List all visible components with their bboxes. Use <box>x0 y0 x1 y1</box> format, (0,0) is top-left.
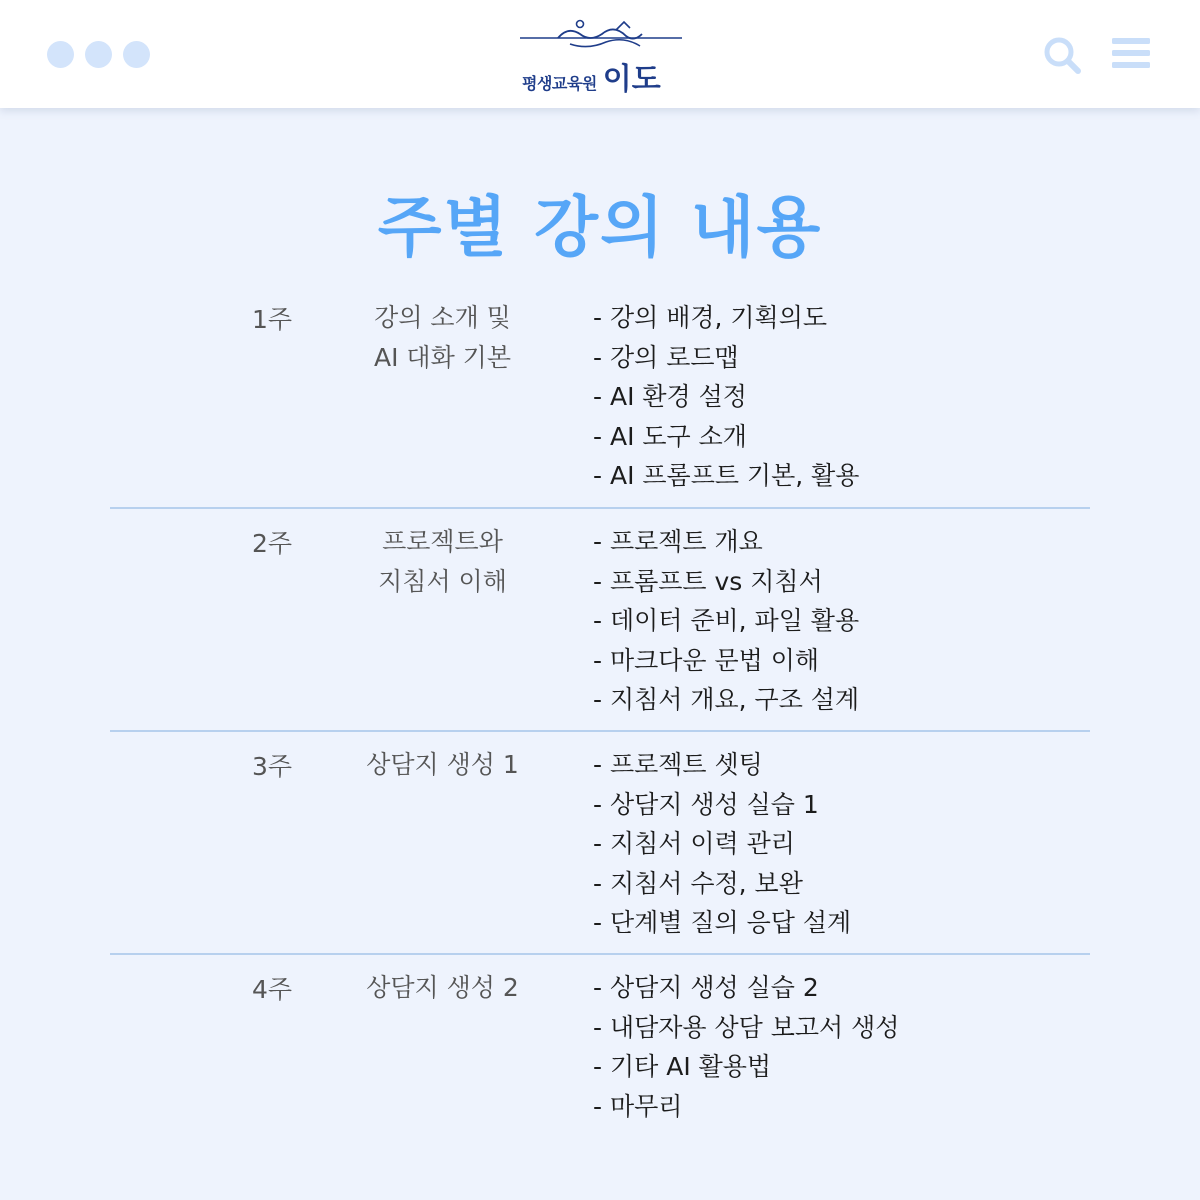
week-label: 4주 <box>252 975 293 1004</box>
week-topic <box>350 298 535 378</box>
list-item: - 프로젝트 셋팅 <box>593 750 763 779</box>
search-icon[interactable] <box>1042 35 1082 79</box>
window-dot-1 <box>47 41 74 68</box>
week-label: 1주 <box>252 305 293 334</box>
row-divider <box>110 730 1090 732</box>
topic-line: 프로젝트와 <box>382 527 503 556</box>
row-divider <box>110 953 1090 955</box>
list-item: - 상담지 생성 실습 2 <box>593 973 819 1002</box>
list-item: - 기타 AI 활용법 <box>593 1052 772 1082</box>
topic-line: AI 대화 기본 <box>374 343 511 372</box>
logo-text <box>522 62 661 97</box>
list-item: - 마크다운 문법 이해 <box>593 645 820 675</box>
window-dot-2 <box>85 41 112 68</box>
list-item: - 마무리 <box>593 1091 683 1121</box>
list-item: - 단계별 질의 응답 설계 <box>593 908 852 938</box>
week-label: 3주 <box>252 752 293 781</box>
list-item: - AI 환경 설정 <box>593 382 747 412</box>
logo-wave-icon <box>518 16 684 66</box>
week-content-list <box>593 298 859 496</box>
topic-line: 지침서 이해 <box>378 567 507 596</box>
week-topic <box>350 522 535 602</box>
week-content-list <box>593 522 859 720</box>
list-item: - 강의 배경, 기획의도 <box>593 303 828 332</box>
list-item: - 지침서 수정, 보완 <box>593 868 803 898</box>
topic-line: 강의 소개 및 <box>374 303 511 332</box>
week-topic <box>350 745 535 785</box>
logo-big-text: 이도 <box>602 62 661 97</box>
list-item: - 강의 로드맵 <box>593 342 739 372</box>
list-item: - AI 도구 소개 <box>593 421 747 451</box>
list-item: - AI 프롬프트 기본, 활용 <box>593 461 860 491</box>
week-content-list <box>593 968 899 1126</box>
topic-line: 상담지 생성 1 <box>366 750 519 779</box>
list-item: - 프롬프트 vs 지침서 <box>593 566 823 596</box>
list-item: - 내담자용 상담 보고서 생성 <box>593 1012 900 1042</box>
list-item: - 지침서 개요, 구조 설계 <box>593 685 860 715</box>
list-item: - 지침서 이력 관리 <box>593 829 795 859</box>
window-dots <box>47 41 150 68</box>
logo-small-text: 평생교육원 <box>522 74 597 93</box>
week-label: 2주 <box>252 529 293 558</box>
topic-line: 상담지 생성 2 <box>366 973 519 1002</box>
list-item: - 프로젝트 개요 <box>593 527 763 556</box>
list-item: - 상담지 생성 실습 1 <box>593 789 819 819</box>
week-content-list <box>593 745 851 943</box>
window-dot-3 <box>123 41 150 68</box>
top-bar <box>0 0 1200 108</box>
list-item: - 데이터 준비, 파일 활용 <box>593 606 860 636</box>
page-title: 주별 강의 내용 <box>377 189 823 266</box>
row-divider <box>110 507 1090 509</box>
week-topic <box>350 968 535 1008</box>
logo[interactable] <box>518 16 684 97</box>
hamburger-menu-icon[interactable] <box>1112 35 1152 75</box>
